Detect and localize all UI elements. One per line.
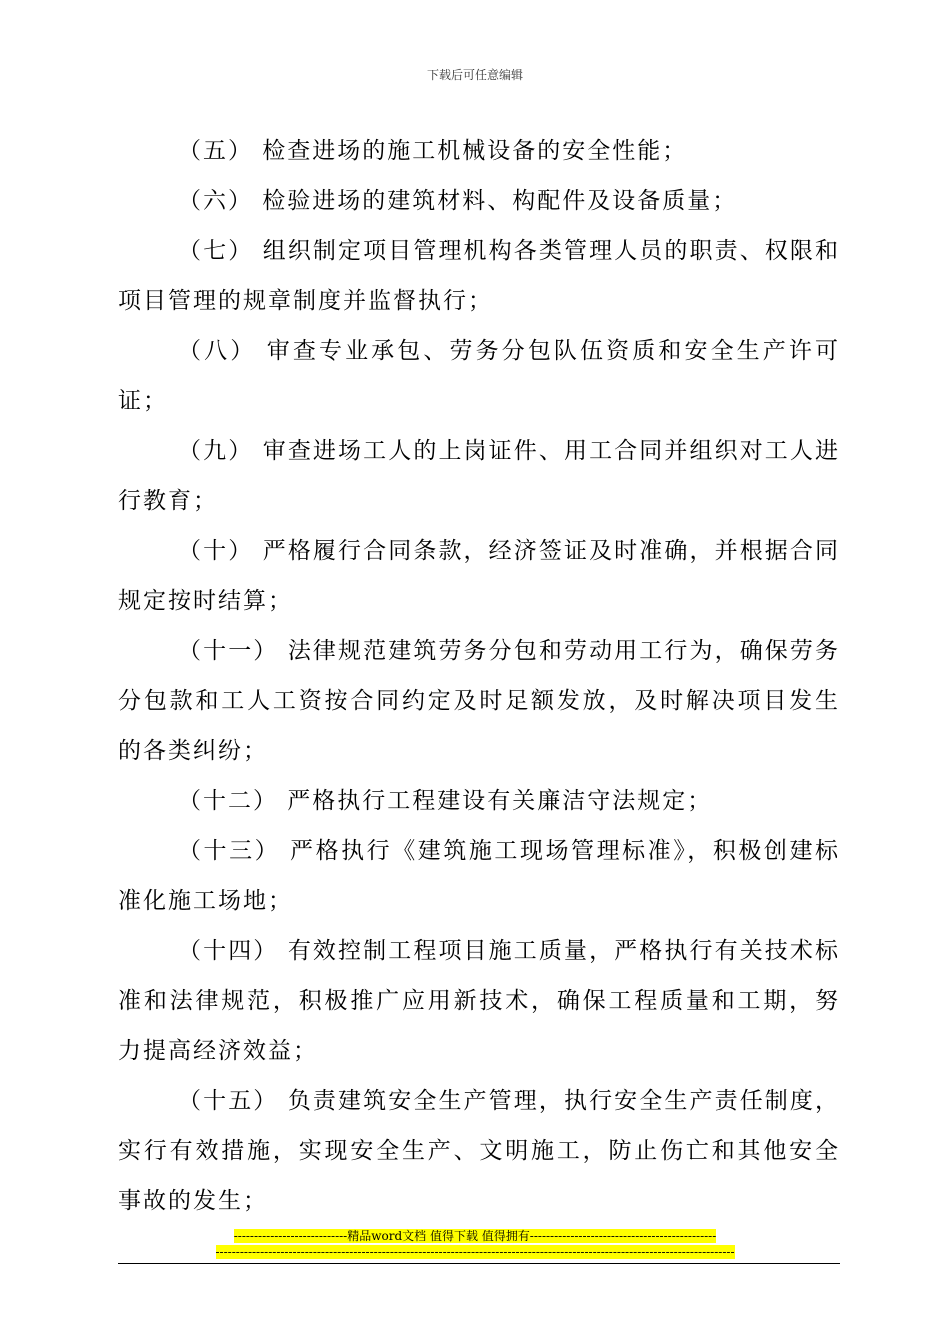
paragraph-item-15: （十五） 负责建筑安全生产管理，执行安全生产责任制度，实行有效措施，实现安全生产、文明施工，防止伤亡和其他安全事故的发生； [118, 1088, 840, 1214]
footer-banner-text-1: ----------------------------精品word文档 值得下载 值得拥有---------------------------------------------- [233, 1229, 717, 1243]
header-note: 下载后可任意编辑 [426, 68, 523, 82]
paragraph-item-14: （十四） 有效控制工程项目施工质量，严格执行有关技术标准和法律规范，积极推广应用新技术，确保工程质量和工期，努力提高经济效益； [118, 938, 840, 1064]
paragraph-item-7: （七） 组织制定项目管理机构各类管理人员的职责、权限和项目管理的规章制度并监督执行； [118, 238, 840, 314]
paragraph-item-12: （十二） 严格执行工程建设有关廉洁守法规定； [178, 788, 713, 814]
footer-banner-line-2 [0, 1245, 950, 1259]
paragraph-item-8: （八） 审查专业承包、劳务分包队伍资质和安全生产许可证； [118, 338, 840, 414]
footer-banner-text-2: -------------------------------------------------------------------------------------------------------------------------------- [215, 1245, 735, 1259]
footer-banner-line-1 [0, 1229, 950, 1243]
paragraph-item-6: （六） 检验进场的建筑材料、构配件及设备质量； [178, 188, 738, 214]
paragraph-item-13: （十三） 严格执行《建筑施工现场管理标准》，积极创建标准化施工场地； [118, 838, 840, 914]
paragraph-item-10: （十） 严格履行合同条款，经济签证及时准确，并根据合同规定按时结算； [118, 538, 840, 614]
footer-divider [118, 1263, 840, 1264]
document-body [118, 126, 840, 1226]
paragraph-item-11: （十一） 法律规范建筑劳务分包和劳动用工行为，确保劳务分包款和工人工资按合同约定及时足额发放，及时解决项目发生的各类纠纷； [118, 638, 840, 764]
paragraph-item-5: （五） 检查进场的施工机械设备的安全性能； [178, 138, 688, 164]
paragraph-item-9: （九） 审查进场工人的上岗证件、用工合同并组织对工人进行教育； [118, 438, 840, 514]
